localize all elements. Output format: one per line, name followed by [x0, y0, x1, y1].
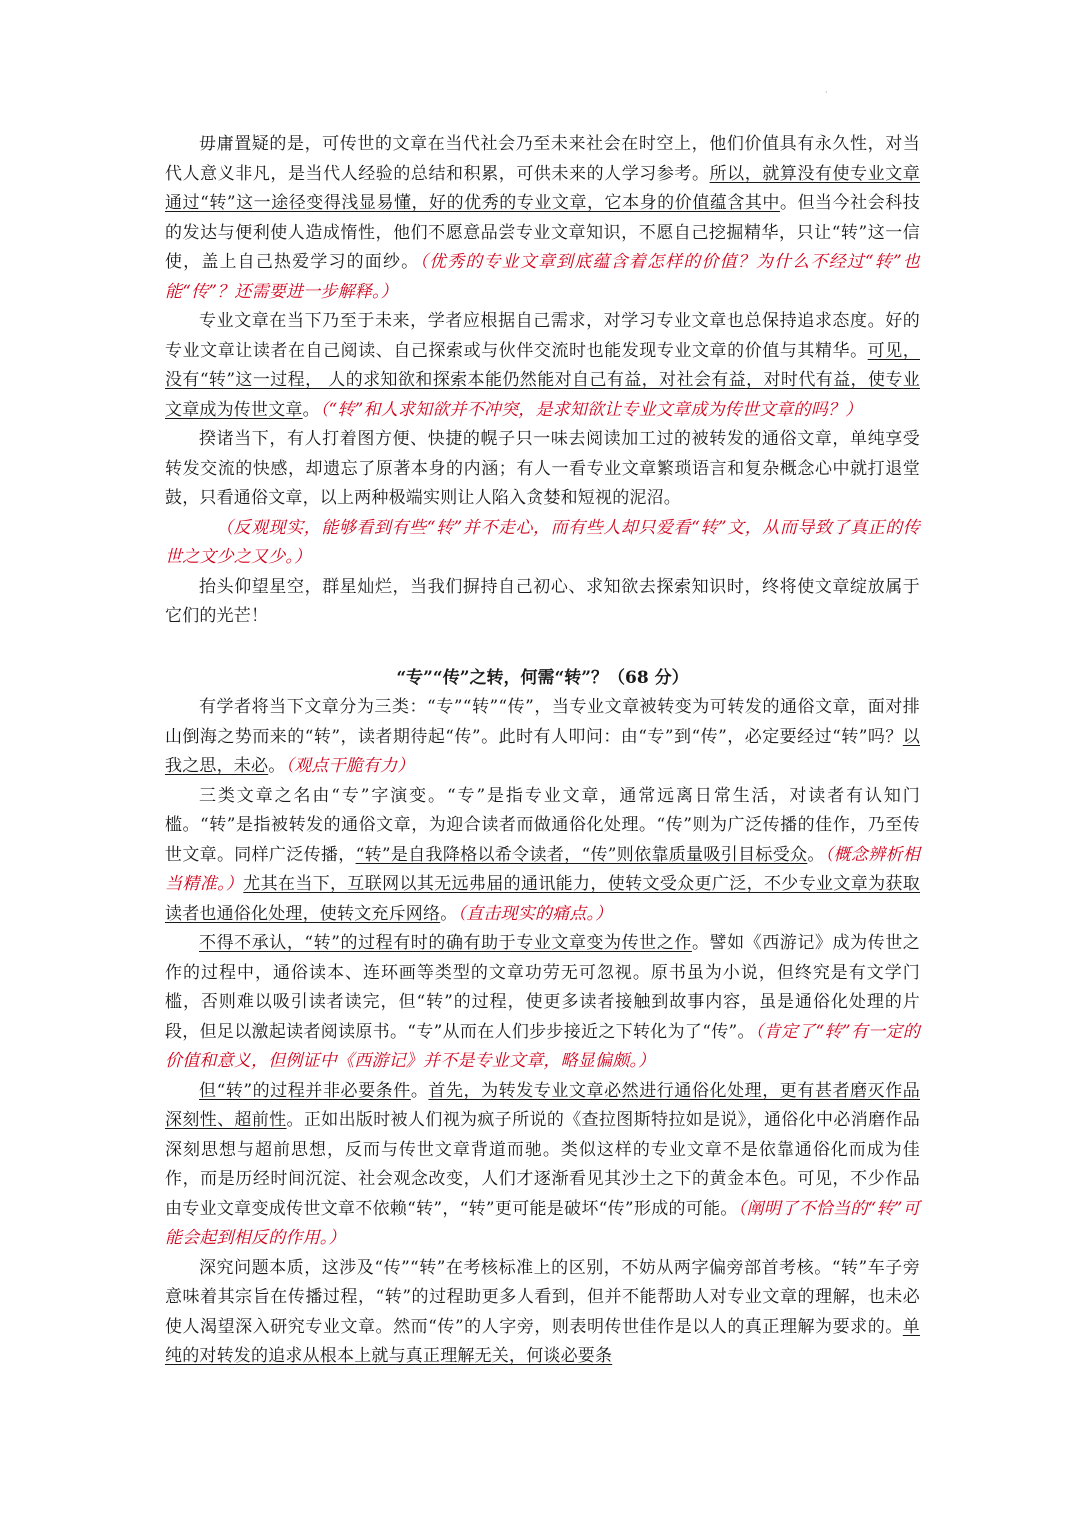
underlined-text: 以我之思，未必: [165, 726, 920, 776]
paragraph-s1-2: [165, 307, 920, 425]
text: 揆诸当下，有人打着图方便、快捷的幌子只一味去阅读加工过的被转发的通俗文章，单纯享受转发交流的快感，却遗忘了原著本身的内涵；有人一看专业文章繁琐语言和复杂概念心中就打退堂鼓，只看通俗文章，以上两种极端实则让人陷入贪婪和短视的泥沼。: [165, 429, 920, 508]
paragraph-s1-1: [165, 130, 920, 307]
paragraph-s2-1: [165, 693, 920, 782]
paragraph-s2-5: [165, 1254, 920, 1372]
underlined-text: 单纯的对转发的追求从根本上就与真正理解无关，何谈必要条: [165, 1316, 920, 1366]
underlined-text: “转”是自我降格以希令读者，“传”则依靠质量吸引目标受众: [355, 844, 808, 865]
red-comment: （“转”和人求知欲并不冲突，是求知欲让专业文章成为传世文章的吗？）: [319, 399, 863, 420]
red-comment: （观点干脆有力）: [285, 756, 415, 776]
underlined-text: 可见，没有“转”这一过程， 人的求知欲和探索本能仍然能对自己有益，对社会有益，对时代有益，使专业文章成为传世文章: [165, 340, 920, 420]
underlined-text: 但“转”的过程并非必要条件: [199, 1080, 411, 1101]
paragraph-s2-4: [165, 1077, 920, 1254]
text: 。譬如《西游记》成为传世之作的过程中，通俗读本、连环画等类型的文章功劳无可忽视。原书虽为小说，但终究是有文学门槛，否则难以吸引读者读完，但“转”的过程，使更多读者接触到故事内容，虽是通俗化处理的片段，但足以激起读者阅读原书。“专”从而在人们步步接近之下转化为了“传”。: [165, 933, 920, 1042]
underlined-text: 不得不承认，“转”的过程有时的确有助于专业文章变为传世之作: [199, 933, 692, 953]
text: 三类文章之名由“专”字演变。“专”是指专业文章，通常远离日常生活，对读者有认知门槛。“转”是指被转发的通俗文章，为迎合读者而做通俗化处理。“传”则为广泛传播的佳作，乃至传世文章。同样广泛传播，: [165, 785, 920, 865]
red-comment: （反观现实，能够看到有些“转”并不走心，而有些人却只爱看“转”文，从而导致了真正的传世之文少之又少。）: [165, 517, 920, 567]
underlined-text: 首先，为转发专业文章必然进行通俗化处理，更有甚者磨灭作品深刻性、超前性: [165, 1080, 921, 1130]
underlined-text: 尤其在当下，互联网以其无远弗届的通讯能力，使转文受众更广泛，不少专业文章为获取读者也通俗化处理，使转文充斥网络: [165, 874, 920, 924]
text: 抬头仰望星空，群星灿烂，当我们摒持自己初心、求知欲去探索知识时，终将使文章绽放属于它们的光芒！: [165, 576, 920, 626]
text: 。: [268, 756, 286, 776]
text: 深究问题本质，这涉及“传”“转”在考核标准上的区别，不妨从两字偏旁部首考核。“转”车子旁意味着其宗旨在传播过程，“转”的过程助更多人看到，但并不能帮助人对专业文章的理解，也未必使人渴望深入研究专业文章。然而“传”的人字旁，则表明传世佳作是以人的真正理解为要求的。: [165, 1257, 920, 1337]
paragraph-s1-3: [165, 425, 920, 514]
text: 专业文章在当下乃至于未来，学者应根据自己需求，对学习专业文章也总保持追求态度。好的专业文章让读者在自己阅读、自己探索或与伙伴交流时也能发现专业文章的价值与其精华。: [165, 311, 920, 361]
text: 。但当今社会科技的发达与便利使人造成惰性，他们不愿意品尝专业文章知识，不愿自己挖掘精华，只让“转”这一信使，盖上自己热爱学习的面纱。: [165, 193, 920, 272]
text: 。: [440, 903, 458, 924]
red-comment: （肯定了“转”有一定的价值和意义，但例证中《西游记》并不是专业文章，略显偏颇。）: [165, 1021, 920, 1071]
text: 毋庸置疑的是，可传世的文章在当代社会乃至未来社会在时空上，他们价值具有永久性，对当代人意义非凡，是当代人经验的总结和积累，可供未来的人学习参考。: [165, 134, 920, 184]
red-comment: （概念辨析相当精准。）: [165, 844, 921, 894]
text: 。: [302, 399, 320, 420]
red-comment: （优秀的专业文章到底蕴含着怎样的价值？为什么不经过“转”也能“传”？还需要进一步解释。）: [165, 252, 920, 302]
text: 有学者将当下文章分为三类：“专”“转”“传”，当专业文章被转变为可转发的通俗文章，面对排山倒海之势而来的“转”，读者期待起“传”。此时有人叩问：由“专”到“传”，必定要经过“转”吗？: [165, 697, 920, 747]
red-comment: （阐明了不恰当的“转”可能会起到相反的作用。）: [165, 1198, 920, 1248]
document-page: [165, 130, 920, 1372]
paragraph-s1-4-comment: [165, 514, 920, 573]
corner-mark: ·: [825, 88, 828, 97]
paragraph-s2-3: [165, 929, 920, 1077]
essay-title: “专”“传”之转，何需“转”？（68 分）: [396, 667, 689, 688]
text: 。: [410, 1080, 429, 1101]
text: 。正如出版时被人们视为疯子所说的《查拉图斯特拉如是说》，通俗化中必消磨作品深刻思想与超前思想，反而与传世文章背道而驰。类似这样的专业文章不是依靠通俗化而成为佳作，而是历经时间沉淀、社会观念改变，人们才逐渐看见其沙土之下的黄金本色。可见，不少作品由专业文章变成传世文章不依赖“转”，“转”更可能是破坏“传”形成的可能。: [165, 1110, 920, 1219]
text: 。: [807, 844, 825, 865]
paragraph-s1-5: [165, 573, 920, 632]
underlined-text: 所以，就算没有使专业文章通过“转”这一途径变得浅显易懂，好的优秀的专业文章，它本身的价值蕴含其中: [165, 163, 920, 213]
red-comment: （直击现实的痛点。）: [457, 903, 613, 924]
paragraph-s2-2: [165, 782, 920, 930]
